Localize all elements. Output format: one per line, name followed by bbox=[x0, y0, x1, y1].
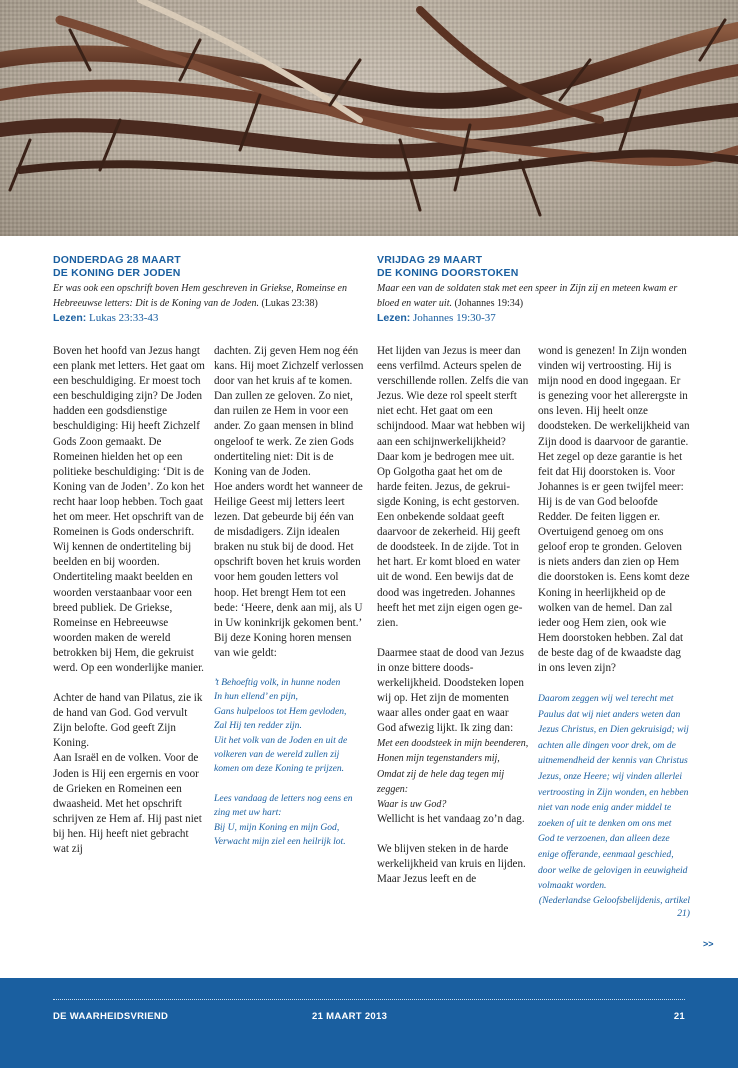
thursday-reading-label: Lezen: bbox=[53, 312, 87, 324]
continue-arrow: >> bbox=[703, 939, 714, 949]
friday-header bbox=[377, 254, 687, 326]
thursday-title: DE KONING DER JODEN bbox=[53, 267, 181, 279]
thursday-verse-ref: (Lukas 23:38) bbox=[261, 298, 318, 309]
psalm-line: Waar is uw God? bbox=[377, 798, 447, 810]
psalm-line: Omdat zij de hele dag tegen mij zeggen: bbox=[377, 768, 505, 795]
hymn-block-1 bbox=[214, 676, 366, 777]
hymn-line: ’t Behoeftig volk, in hunne noden bbox=[214, 676, 341, 688]
paragraph: We blijven steken in de harde werkelijkheid van kruis en lijden. Maar Jezus leeft en de bbox=[377, 842, 526, 886]
paragraph: dachten. Zij geven Hem nog één kans. Hij moet Zichzelf verlossen door van het kruis af te komen. bbox=[214, 345, 364, 388]
page-number: 21 bbox=[673, 1011, 685, 1022]
friday-verse-text: Maar een van de soldaten stak met een speer in Zijn zij en meteen kwam er bloed en water uit. bbox=[377, 283, 678, 309]
friday-reading-label: Lezen: bbox=[377, 312, 411, 324]
hymn-line: Uit het volk van de Joden en uit de volkeren van de wereld zullen zij komen om deze Koning te prijzen. bbox=[214, 734, 348, 775]
hymn-line: Gans hulpeloos tot Hem gevloden, bbox=[214, 705, 347, 717]
hymn-line: Bij U, mijn Koning en mijn God, bbox=[214, 821, 340, 833]
paragraph: Daarmee staat de dood van Jezus in onze bittere doodswerkelijkheid. Doodsteken lopen wij op. Het zijn de momenten waar alles onder gaat en waar God afwezig lijkt. Ik zing dan: bbox=[377, 646, 524, 735]
paragraph: Dan zullen ze geloven. Zo niet, dan ruilen ze Hem in voor een ander. Zo gaan mensen in blind ongeloof te werk. Ze zien Gods ondertiteling niet: Dit is de Koning van de Joden. bbox=[214, 390, 354, 478]
friday-reading bbox=[377, 311, 687, 326]
thursday-verse bbox=[53, 281, 363, 311]
psalm-line: Honen mijn tegenstanders mij, bbox=[377, 753, 500, 765]
paragraph: Op Golgotha gaat het om de harde feiten. Jezus, de gekruisigde Koning, is echt gestorven. Een onbekende soldaat geeft daarvoor de zekerheid. Hij geeft de doodsteek. In de zijde. Tot in het hart. Er komt bloed en water uit de wond. Een bewijs dat de dood was ingetreden. Johannes heeft het met zijn eigen ogen gezien. bbox=[377, 465, 523, 629]
confession-source: (Nederlandse Geloofsbelijdenis, artikel 21) bbox=[538, 894, 690, 919]
hymn-line: In hun ellend’ en pijn, bbox=[214, 691, 298, 703]
friday-column-1 bbox=[377, 344, 529, 887]
magazine-name: DE WAARHEIDSVRIEND bbox=[53, 1011, 169, 1022]
friday-title: DE KONING DOORSTOKEN bbox=[377, 267, 519, 279]
thursday-reading-ref: Lukas 23:33-43 bbox=[89, 312, 159, 324]
thursday-date: DONDERDAG 28 MAART bbox=[53, 254, 181, 266]
friday-verse bbox=[377, 281, 687, 311]
hymn-line: Lees vandaag de letters nog eens en zing met uw hart: bbox=[214, 792, 353, 819]
paragraph: wond is genezen! In Zijn wonden vinden wij vertroosting. Hij is mijn nood en dood ingegaan. Er is genezing voor het allerergste in ons leven. Hij heelt onze doodsteken. De werkelijkheid van Zijn dood is daarvoor de garantie. bbox=[538, 345, 690, 448]
paragraph: Boven het hoofd van Jezus hangt een plank met letters. Het gaat om een beschuldiging. Er moest toch een beschuldiging zijn? De Joden hadden een godsdienstige beschuldiging: Hij heeft Zichzelf Gods Zoon gemaakt. De Romeinen hielden het op een politieke beschuldiging: ‘Dit is de Koning van de Joden’. Zo kon het recht haar loop hebben. Toch gaat het om meer. Het opschrift van de Romeinen is Gods onderschrift. bbox=[53, 345, 205, 539]
paragraph: Aan Israël en de volken. Voor de Joden is Hij een ergernis en voor de Grieken en Romeinen een dwaasheid. Met het opschrift schrijven ze Hem af. Hij past niet bij hen. Hij heeft niet gebracht wat zij bbox=[53, 752, 202, 855]
hymn-line: Zal Hij ten redder zijn. bbox=[214, 720, 302, 732]
crown-of-thorns-illustration bbox=[0, 0, 738, 236]
hymn-block-2 bbox=[214, 792, 366, 850]
thursday-verse-text: Er was ook een opschrift boven Hem geschreven in Griekse, Romeinse en Hebreeuwse letters: Dit is de Koning van de Joden. bbox=[53, 283, 347, 309]
friday-verse-ref: (Johannes 19:34) bbox=[454, 298, 524, 309]
confession-quote: Daarom zeggen wij wel terecht met Paulus dat wij niet anders weten dan Jezus Christus, en Dien gekruisigd; wij achten alle dingen voor drek, om de uitnemendheid der kennis van Christus Jezus, onze Heere; wij vinden allerlei vertroosting in Zijn wonden, en hebben niet van node enig ander middel te zoeken of uit te denken om ons met God te verzoenen, dan alleen deze enige offerande, eenmaal geschied, door welke de gelovigen in eeuwigheid volmaakt worden. bbox=[538, 693, 689, 892]
header-photo bbox=[0, 0, 738, 236]
page-footer bbox=[0, 978, 738, 1068]
paragraph: Achter de hand van Pilatus, zie ik de hand van God. God vervult Zijn belofte. God geeft Zijn Koning. bbox=[53, 692, 203, 750]
friday-date: VRIJDAG 29 MAART bbox=[377, 254, 483, 266]
thursday-reading bbox=[53, 311, 363, 326]
friday-column-2 bbox=[538, 344, 690, 920]
paragraph: Hoe anders wordt het wanneer de Heilige Geest mij letters leert lezen. Dat gebeurde bij één van de misdadigers. Zijn idealen braken nu stuk bij de dood. Het opschrift boven het kruis worden voor hem gouden letters vol hoop. Het brengt Hem tot een bede: ‘Heere, denk aan mij, als U in Uw koninkrijk gekomen bent.’ Bij deze Koning horen mensen van wie geldt: bbox=[214, 480, 363, 659]
thursday-column-2 bbox=[214, 344, 366, 849]
paragraph: Wellicht is het vandaag zo’n dag. bbox=[377, 812, 525, 825]
paragraph: Het lijden van Jezus is meer dan eens verfilmd. Acteurs spelen de verschillende rollen. Zelfs die van Jezus. Wie deze rol speelt sterft niet echt. Het gaat om een schijndood. Maar wat hebben wij aan een schijnwerkelijkheid? Daar kom je bedrogen mee uit. bbox=[377, 345, 529, 463]
friday-reading-ref: Johannes 19:30-37 bbox=[413, 312, 496, 324]
issue-date: 21 MAART 2013 bbox=[312, 1011, 388, 1022]
thursday-column-1 bbox=[53, 344, 205, 857]
footer-divider bbox=[53, 999, 685, 1000]
thursday-header bbox=[53, 254, 363, 326]
psalm-quote bbox=[377, 736, 529, 811]
paragraph: Het zegel op deze garantie is het feit dat Hij doorstoken is. Voor Johannes is er geen twijfel meer: Hij is de van God beloofde Redder. De feiten liggen er. Overtuigend genoeg om ons geloof erop te gronden. Geloven is niets anders dan zien op Hem die doorstoken is. Eens komt deze Koning in heerlijkheid op de wolken van de hemel. Dan zal ieder oog Hem zien, ook wie Hem doorstoken hebben. Zal dat de beste dag of de kwaadste dag in ons leven zijn? bbox=[538, 450, 690, 674]
paragraph: Wij kennen de ondertiteling bij beelden en bij woorden. Ondertiteling maakt beelden en woorden verstaanbaar voor een breed publiek. De Griekse, Romeinse en Hebreeuwse woorden maken de wereld betrokken bij Hem, die gekruist werd. Op een wonderlijke manier. bbox=[53, 541, 204, 674]
psalm-line: Met een doodsteek in mijn beenderen, bbox=[377, 738, 529, 750]
hymn-line: Verwacht mijn ziel een heilrijk lot. bbox=[214, 836, 346, 848]
